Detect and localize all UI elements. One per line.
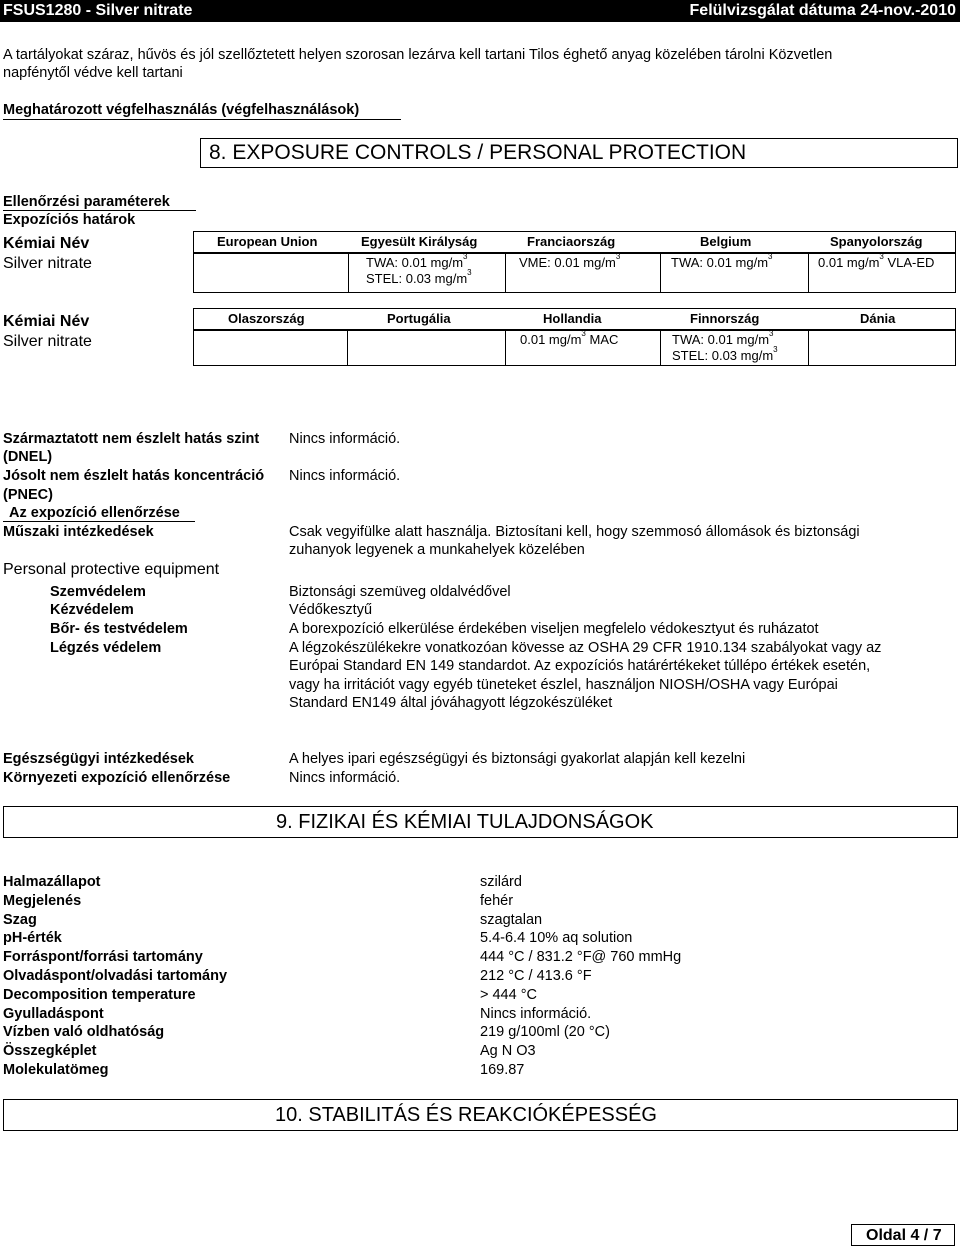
eye-protection-value: Biztonsági szemüveg oldalvédővel <box>289 584 511 600</box>
dnel-value: Nincs információ. <box>289 431 401 447</box>
exposure-control-label: Az expozíció ellenőrzése <box>9 505 180 521</box>
table1-uk-twa: TWA: 0.01 $mg/m^3$ <box>366 252 468 270</box>
table2-fi-stel: STEL: 0.03 $mg/m^3$ <box>672 345 778 363</box>
revision-date: Felülvizsgálat dátuma 24-nov.-2010 <box>689 2 956 19</box>
exposure-limits-label: Expozíciós határok <box>3 212 136 228</box>
property-value: 444 °C / 831.2 °F@ 760 mmHg <box>480 949 682 966</box>
section9-heading-box <box>3 806 958 838</box>
table1-es-value: 0.01 $mg/m^3$ VLA-ED <box>818 252 935 270</box>
property-value: 212 °C / 413.6 °F <box>480 968 592 984</box>
property-value: szilárd <box>480 874 522 890</box>
specific-use-label: Meghatározott végfelhasználás (végfelhasználások) <box>3 102 360 118</box>
table2-header-it: Olaszország <box>228 311 305 326</box>
property-value: 219 g/100ml (20 °C) <box>480 1024 610 1041</box>
hand-protection-value: Védőkesztyű <box>289 602 373 618</box>
table1-header-eu: European Union <box>217 234 318 249</box>
pnec-label: Jósolt nem észlelt hatás koncentráció <box>3 468 265 484</box>
table1-header-fr: Franciaország <box>527 234 616 249</box>
respiratory-protection-line4: Standard EN149 által jóváhagyott légzokészüléket <box>289 695 613 711</box>
table2-divider-2 <box>505 330 506 366</box>
property-value: 5.4-6.4 10% aq solution <box>480 930 633 947</box>
property-value: Ag N O3 <box>480 1043 536 1060</box>
respiratory-protection-line2: Európai Standard EN 149 standardot. Az expozíciós határértékeket túllépo értékek esetén, <box>289 658 871 674</box>
property-value: 169.87 <box>480 1062 525 1078</box>
table1-header-es: Spanyolország <box>830 234 923 249</box>
table2-header-fi: Finnország <box>690 311 760 326</box>
property-label: Megjelenés <box>3 892 82 909</box>
skin-protection-label: Bőr- és testvédelem <box>50 621 188 637</box>
section8-heading-box <box>200 138 958 168</box>
product-title: FSUS1280 - Silver nitrate <box>3 2 193 19</box>
property-label: Decomposition temperature <box>3 986 196 1003</box>
page-number-box <box>851 1224 955 1246</box>
engineering-measures-line2: zuhanyok legyenek a munkahelyek közelében <box>289 542 585 558</box>
ppe-label: Personal protective equipment <box>3 561 220 578</box>
pnec-value: Nincs információ. <box>289 468 401 484</box>
property-label: Halmazállapot <box>3 874 101 890</box>
section10-title: 10. STABILITÁS ÉS REAKCIÓKÉPESSÉG <box>275 1104 657 1126</box>
property-value: > 444 °C <box>480 986 537 1003</box>
storage-text-line1: A tartályokat száraz, hűvös és jól szellőztetett helyen szorosan lezárva kell tartani Tilos éghető anyag közelében tárolni Közvetlen <box>3 47 833 63</box>
engineering-measures-line1: Csak vegyifülke alatt használja. Biztosítani kell, hogy szemmosó állomások és biztonsági <box>289 524 860 540</box>
hand-protection-label: Kézvédelem <box>50 602 134 618</box>
respiratory-protection-line3: vagy ha irritációt vagy egyéb tüneteket észlel, használjon NIOSH/OSHA vagy Európai <box>289 677 838 693</box>
page-number: Oldal 4 / 7 <box>866 1227 942 1244</box>
exposure-control-underline <box>3 521 195 522</box>
table2-divider-4 <box>808 330 809 366</box>
property-label: Szag <box>3 911 37 928</box>
respiratory-protection-line1: A légzokészülékekre vonatkozóan kövesse az OSHA 29 CFR 1910.134 szabályokat vagy az <box>289 640 882 656</box>
section8-title: 8. EXPOSURE CONTROLS / PERSONAL PROTECTION <box>209 141 747 164</box>
table1-divider-3 <box>660 253 661 293</box>
table2-divider-1 <box>347 330 348 366</box>
table1-divider-1 <box>348 253 349 293</box>
property-label: Gyulladáspont <box>3 1005 104 1022</box>
table1-header-be: Belgium <box>700 234 752 249</box>
hygiene-measures-value: A helyes ipari egészségügyi és biztonsági gyakorlat alapján kell kezelni <box>289 751 746 767</box>
property-value: Nincs információ. <box>480 1005 592 1022</box>
property-label: Forráspont/forrási tartomány <box>3 949 203 966</box>
skin-protection-value: A borexpozíció elkerülése érdekében viseljen megfelelo védokesztyut és ruházatot <box>289 621 819 637</box>
table1-be-twa: TWA: 0.01 $mg/m^3$ <box>671 252 773 270</box>
environmental-exposure-label: Környezeti expozíció ellenőrzése <box>3 770 231 786</box>
table1-uk-stel: STEL: 0.03 $mg/m^3$ <box>366 268 472 286</box>
table1-header-uk: Egyesült Királyság <box>361 234 478 249</box>
property-value: fehér <box>480 892 514 909</box>
table2-chemical-name: Silver nitrate <box>3 333 92 350</box>
specific-use-underline <box>3 119 401 120</box>
section10-heading-box <box>3 1099 958 1131</box>
property-label: Vízben való oldhatóság <box>3 1024 165 1041</box>
hygiene-measures-label: Egészségügyi intézkedések <box>3 751 194 767</box>
section9-title: 9. FIZIKAI ÉS KÉMIAI TULAJDONSÁGOK <box>276 811 654 833</box>
dnel-label: Származtatott nem észlelt hatás szint <box>3 431 260 447</box>
document-header <box>0 0 960 22</box>
table2-header-nl: Hollandia <box>543 311 602 326</box>
table1-divider-4 <box>808 253 809 293</box>
table2-chemical-name-header: Kémiai Név <box>3 313 90 330</box>
dnel-abbrev: (DNEL) <box>3 449 53 465</box>
table2-header-pt: Portugália <box>387 311 451 326</box>
property-label: pH-érték <box>3 930 62 947</box>
control-parameters-label: Ellenőrzési paraméterek <box>3 194 170 210</box>
table1-fr-vme: VME: 0.01 $mg/m^3$ <box>519 252 621 270</box>
table1-chemical-name: Silver nitrate <box>3 255 92 272</box>
table2-header-dk: Dánia <box>860 311 896 326</box>
property-value: szagtalan <box>480 911 543 928</box>
respiratory-protection-label: Légzés védelem <box>50 640 162 656</box>
table1-chemical-name-header: Kémiai Név <box>3 235 90 252</box>
property-label: Összegképlet <box>3 1043 97 1060</box>
table1-divider-2 <box>505 253 506 293</box>
table2-fi-twa: TWA: 0.01 $mg/m^3$ <box>672 329 774 347</box>
property-label: Molekulatömeg <box>3 1062 109 1078</box>
engineering-measures-label: Műszaki intézkedések <box>3 524 154 540</box>
pnec-abbrev: (PNEC) <box>3 487 53 503</box>
eye-protection-label: Szemvédelem <box>50 584 146 600</box>
table2-divider-3 <box>660 330 661 366</box>
table2-nl-value: 0.01 $mg/m^3$ MAC <box>520 329 619 347</box>
environmental-exposure-value: Nincs információ. <box>289 770 401 786</box>
storage-text-line2: napfénytől védve kell tartani <box>3 65 183 81</box>
property-label: Olvadáspont/olvadási tartomány <box>3 968 228 984</box>
